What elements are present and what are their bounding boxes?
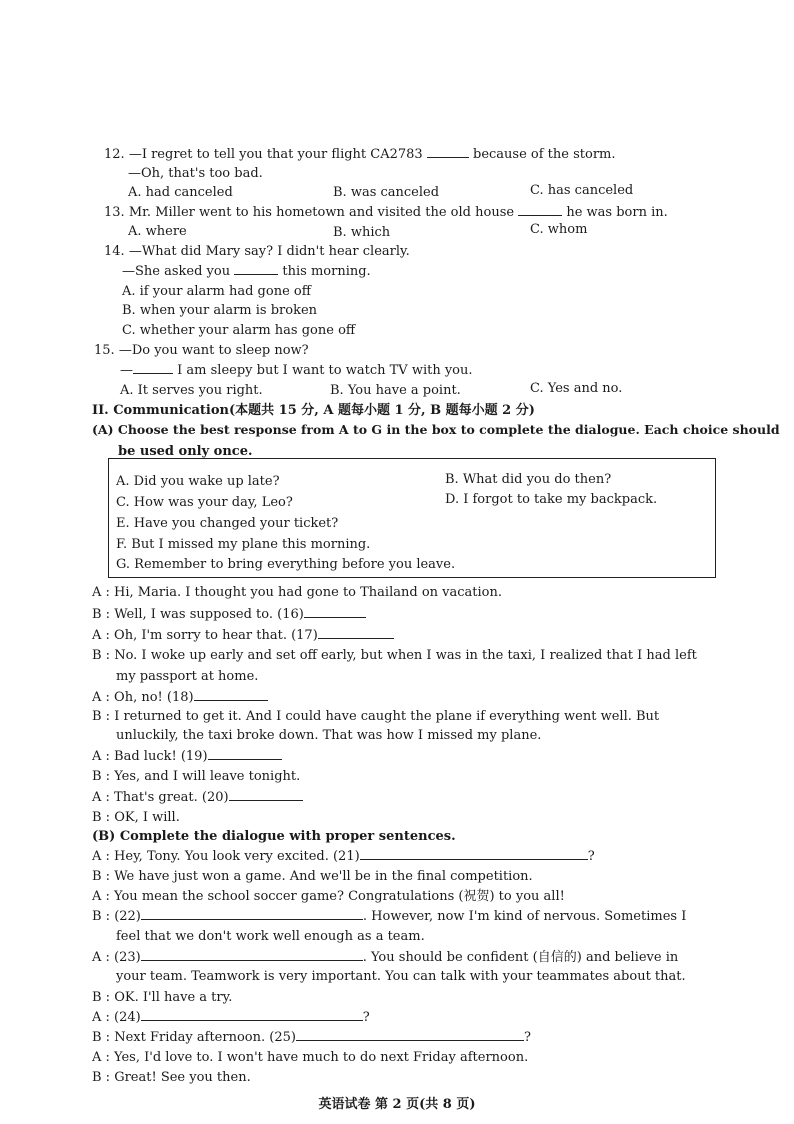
dialogue-b-line-4b: feel that we don't work well enough as a team. (116, 929, 425, 944)
box-option-g: G. Remember to bring everything before you leave. (116, 557, 456, 572)
dialogue-b-line-3: A : You mean the school soccer game? Congratulations (祝贺) to you all! (92, 889, 565, 904)
box-option-a: A. Did you wake up late? (116, 474, 280, 489)
section-2-heading: II. Communication(本题共 15 分, A 题每小题 1 分, B 题每小题 2 分) (92, 403, 535, 418)
dialogue-b-line-6: B : OK. I'll have a try. (92, 990, 233, 1005)
q14-stem: 14. —What did Mary say? I didn't hear clearly. (104, 244, 410, 259)
q12-option-c: C. has canceled (530, 183, 634, 198)
q13-number: 13. (104, 205, 125, 220)
dialogue-b-line-5b: your team. Teamwork is very important. You can talk with your teammates about that. (116, 969, 686, 984)
q12-number: 12. (104, 147, 125, 162)
box-option-e: E. Have you changed your ticket? (116, 516, 339, 531)
q15-option-c: C. Yes and no. (530, 381, 623, 396)
q14-blank[interactable] (234, 262, 278, 275)
q14-option-c: C. whether your alarm has gone off (122, 323, 356, 338)
dialogue-a-line-6b: unluckily, the taxi broke down. That was how I missed my plane. (116, 728, 542, 743)
dialogue-a-line-1: A : Hi, Maria. I thought you had gone to Thailand on vacation. (92, 585, 502, 600)
q13-stem: 13. Mr. Miller went to his hometown and visited the old house he was born in. (104, 205, 668, 220)
blank-21[interactable] (360, 847, 588, 860)
dialogue-a-line-5: A : Oh, no! (18) (92, 688, 268, 707)
dialogue-b-line-5: A : (23) . You should be confident (自信的) and believe in (92, 950, 679, 965)
dialogue-b-line-2: B : We have just won a game. And we'll be in the final competition. (92, 869, 533, 884)
page-footer: 英语试卷 第 2 页(共 8 页) (318, 1097, 476, 1112)
dialogue-b-line-1: A : Hey, Tony. You look very excited. (21) ? (92, 849, 595, 864)
q15-blank[interactable] (133, 361, 173, 374)
blank-18[interactable] (194, 688, 268, 701)
box-option-d: D. I forgot to take my backpack. (445, 492, 658, 507)
q14-option-a: A. if your alarm had gone off (122, 284, 311, 299)
q12-option-b: B. was canceled (333, 185, 440, 200)
blank-20[interactable] (229, 788, 303, 801)
blank-16[interactable] (304, 605, 366, 618)
q13-option-a: A. where (128, 224, 187, 239)
dialogue-b-line-9: A : Yes, I'd love to. I won't have much to do next Friday afternoon. (92, 1050, 529, 1065)
dialogue-a-line-2: B : Well, I was supposed to. (16) (92, 605, 366, 624)
dialogue-a-line-4: B : No. I woke up early and set off early, but when I was in the taxi, I realized that I had left (92, 648, 697, 663)
q15-stem: 15. —Do you want to sleep now? (94, 343, 309, 358)
dialogue-b-line-10: B : Great! See you then. (92, 1070, 251, 1085)
q13-blank[interactable] (518, 203, 562, 216)
q15-reply: — I am sleepy but I want to watch TV with you. (120, 363, 473, 378)
dialogue-b-line-8: B : Next Friday afternoon. (25) ? (92, 1030, 531, 1045)
part-b-heading: (B) Complete the dialogue with proper sentences. (92, 829, 456, 844)
dialogue-a-line-4b: my passport at home. (116, 669, 259, 684)
q13-option-b: B. which (333, 225, 391, 240)
part-a-instruction-cont: be used only once. (118, 444, 253, 459)
dialogue-b-line-4: B : (22) . However, now I'm kind of nervous. Sometimes I (92, 909, 687, 924)
q12-reply: —Oh, that's too bad. (128, 166, 263, 181)
q14-number: 14. (104, 244, 125, 259)
q12-option-a: A. had canceled (128, 185, 233, 200)
q13-option-c: C. whom (530, 222, 588, 237)
q12-stem: 12. —I regret to tell you that your flight CA2783 because of the storm. (104, 147, 616, 162)
box-option-f: F. But I missed my plane this morning. (116, 537, 371, 552)
blank-22[interactable] (141, 907, 363, 920)
q15-option-a: A. It serves you right. (120, 383, 263, 398)
dialogue-a-line-7: A : Bad luck! (19) (92, 747, 282, 766)
q15-number: 15. (94, 343, 115, 358)
q12-blank[interactable] (427, 145, 469, 158)
blank-24[interactable] (141, 1008, 363, 1021)
blank-19[interactable] (208, 747, 282, 760)
blank-23[interactable] (141, 948, 363, 961)
blank-17[interactable] (318, 626, 394, 639)
q14-option-b: B. when your alarm is broken (122, 303, 318, 318)
blank-25[interactable] (296, 1028, 524, 1041)
dialogue-a-line-10: B : OK, I will. (92, 810, 180, 825)
dialogue-a-line-8: B : Yes, and I will leave tonight. (92, 769, 301, 784)
dialogue-b-line-7: A : (24) ? (92, 1010, 370, 1025)
q15-option-b: B. You have a point. (330, 383, 461, 398)
dialogue-a-line-3: A : Oh, I'm sorry to hear that. (17) (92, 626, 394, 645)
part-a-instruction: (A) Choose the best response from A to G in the box to complete the dialogue. Each choice should (92, 422, 780, 437)
q14-reply: —She asked you this morning. (122, 264, 371, 279)
box-option-b: B. What did you do then? (445, 472, 612, 487)
dialogue-a-line-9: A : That's great. (20) (92, 788, 303, 807)
box-option-c: C. How was your day, Leo? (116, 495, 293, 510)
dialogue-a-line-6: B : I returned to get it. And I could have caught the plane if everything went well. But (92, 709, 660, 724)
